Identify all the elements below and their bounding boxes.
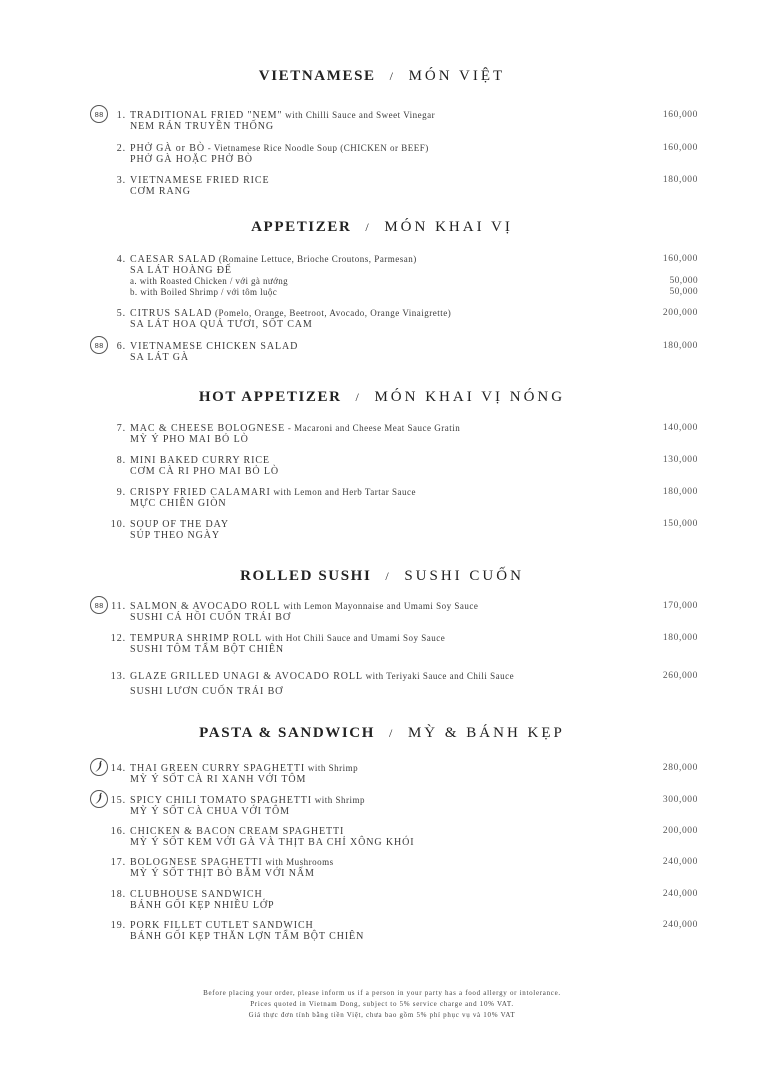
item-description: (Pomelo, Orange, Beetroot, Avocado, Orange Vinaigrette) (212, 308, 452, 318)
item-description: with Lemon Mayonnaise and Umami Soy Sauce (280, 601, 479, 611)
option-label: b. with Boiled Shrimp / với tôm luộc (130, 287, 278, 297)
item-number: 10. (110, 519, 126, 530)
item-name: SALMON & AVOCADO ROLL (130, 601, 281, 612)
item-body (130, 341, 630, 363)
item-number: 3. (116, 175, 126, 186)
item-number: 12. (110, 633, 126, 644)
item-body (130, 920, 630, 942)
item-number: 17. (110, 857, 126, 868)
item-price: 200,000 (662, 826, 698, 836)
item-name: CHICKEN & BACON CREAM SPAGHETTI (130, 826, 345, 837)
section-heading (0, 67, 764, 85)
svg-text:88: 88 (94, 111, 104, 119)
option-price: 50,000 (669, 276, 698, 286)
item-number: 8. (116, 455, 126, 466)
section-title-vi: MỲ & BÁNH KẸP (407, 725, 565, 741)
item-body (130, 633, 630, 655)
heading-separator: / (389, 69, 395, 83)
heading-separator: / (355, 390, 361, 404)
item-number: 14. (110, 763, 126, 774)
section-title-vi: MÓN KHAI VỊ NÓNG (374, 389, 566, 405)
item-number: 6. (116, 341, 126, 352)
item-number: 2. (116, 143, 126, 154)
section-heading (0, 218, 764, 236)
item-price: 180,000 (662, 341, 698, 351)
item-name: TRADITIONAL FRIED "NEM" (130, 110, 283, 121)
item-description: - Macaroni and Cheese Meat Sauce Gratin (285, 423, 461, 433)
item-option (130, 276, 698, 287)
item-name: BOLOGNESE SPAGHETTI (130, 857, 263, 868)
item-price: 240,000 (662, 889, 698, 899)
item-name-vi: SUSHI CÁ HỒI CUỐN TRÁI BƠ (130, 612, 291, 623)
item-name: SOUP OF THE DAY (130, 519, 229, 530)
item-body (130, 455, 630, 477)
item-price: 180,000 (662, 175, 698, 185)
footer-line: Prices quoted in Vietnam Dong, subject to 5% service charge and 10% VAT. (250, 1000, 514, 1008)
item-number: 7. (116, 423, 126, 434)
item-number: 19. (110, 920, 126, 931)
item-name-vi: CƠM RANG (130, 186, 191, 197)
item-description: with Mushrooms (262, 857, 334, 867)
item-body (130, 110, 630, 132)
item-name-vi: SA LÁT HOÀNG ĐẾ (130, 265, 232, 276)
section-title-en: HOT APPETIZER (198, 389, 342, 405)
item-name-vi: MỲ Ý SỐT CÀ RI XANH VỚI TÔM (130, 774, 307, 785)
item-number: 9. (116, 487, 126, 498)
item-description: with Shrimp (305, 763, 359, 773)
item-description: (Romaine Lettuce, Brioche Croutons, Parmesan) (216, 254, 417, 264)
section-title-vi: SUSHI CUỐN (404, 568, 524, 584)
item-body (130, 857, 630, 879)
heading-separator: / (389, 726, 394, 740)
heading-separator: / (385, 569, 391, 583)
item-name: TEMPURA SHRIMP ROLL (130, 633, 263, 644)
item-price: 160,000 (662, 143, 698, 153)
section-heading (0, 388, 764, 406)
item-option (130, 287, 698, 298)
item-name-vi: MỰC CHIÊN GIÒN (130, 498, 227, 509)
item-name: CRISPY FRIED CALAMARI (130, 487, 271, 498)
item-name-vi: MỲ Ý SỐT KEM VỚI GÀ VÀ THỊT BA CHỈ XÔNG KHÓI (130, 837, 415, 848)
svg-text:88: 88 (94, 342, 104, 350)
item-name-vi: BÁNH GỐI KẸP NHIỀU LỚP (130, 900, 275, 911)
section-heading (0, 567, 764, 585)
item-description: with Teriyaki Sauce and Chili Sauce (362, 671, 515, 681)
item-body (130, 601, 630, 623)
item-price: 240,000 (662, 920, 698, 930)
item-price: 280,000 (662, 763, 698, 773)
item-price: 130,000 (662, 455, 698, 465)
item-body (130, 423, 630, 445)
option-price: 50,000 (669, 287, 698, 297)
item-price: 150,000 (662, 519, 698, 529)
item-name: CLUBHOUSE SANDWICH (130, 889, 263, 900)
svg-text:88: 88 (94, 602, 104, 610)
item-name: SPICY CHILI TOMATO SPAGHETTI (130, 795, 312, 806)
item-body (130, 763, 630, 785)
item-number: 4. (116, 254, 126, 265)
item-description: with Shrimp (311, 795, 365, 805)
item-name: VIETNAMESE FRIED RICE (130, 175, 270, 186)
option-label: a. with Roasted Chicken / với gà nướng (130, 276, 289, 286)
item-price: 160,000 (662, 254, 698, 264)
footer-line: Giá thực đơn tính bằng tiền Việt, chưa bao gồm 5% phí phục vụ và 10% VAT (248, 1011, 516, 1019)
item-number: 16. (110, 826, 126, 837)
item-name: PHỞ GÀ or BÒ (130, 143, 205, 154)
item-name-vi: SUSHI TÔM TẨM BỘT CHIÊN (130, 644, 285, 655)
section-title-en: PASTA & SANDWICH (199, 725, 376, 741)
item-name-vi: SUSHI LƯƠN CUỐN TRÁI BƠ (130, 686, 284, 697)
item-body (130, 826, 630, 848)
item-number: 18. (110, 889, 126, 900)
item-name: VIETNAMESE CHICKEN SALAD (130, 341, 299, 352)
item-price: 200,000 (662, 308, 698, 318)
item-description: with Chilli Sauce and Sweet Vinegar (282, 110, 436, 120)
item-name-vi: MỲ Ý SỐT CÀ CHUA VỚI TÔM (130, 806, 290, 817)
item-name-vi: SÚP THEO NGÀY (130, 530, 221, 541)
section-title-en: ROLLED SUSHI (240, 568, 372, 584)
item-name: MINI BAKED CURRY RICE (130, 455, 270, 466)
item-description: with Lemon and Herb Tartar Sauce (270, 487, 416, 497)
section-title-en: APPETIZER (251, 219, 352, 235)
item-name-vi: MỲ Ý SỐT THỊT BÒ BẰM VỚI NẤM (130, 868, 315, 879)
item-number: 13. (110, 671, 126, 682)
item-number: 1. (116, 110, 126, 121)
item-name: PORK FILLET CUTLET SANDWICH (130, 920, 314, 931)
item-price: 170,000 (662, 601, 698, 611)
item-description: with Hot Chili Sauce and Umami Soy Sauce (262, 633, 446, 643)
item-price: 260,000 (662, 671, 698, 681)
item-name-vi: SA LÁT HOA QUẢ TƯƠI, SỐT CAM (130, 319, 313, 330)
item-number: 5. (116, 308, 126, 319)
item-number: 15. (110, 795, 126, 806)
item-name-vi: BÁNH GỐI KẸP THĂN LỢN TẨM BỘT CHIÊN (130, 931, 365, 942)
item-body (130, 308, 630, 330)
item-body (130, 519, 630, 541)
item-price: 240,000 (662, 857, 698, 867)
item-body (130, 487, 630, 509)
item-name: GLAZE GRILLED UNAGI & AVOCADO ROLL (130, 671, 363, 682)
item-name-vi: NEM RÁN TRUYỀN THỐNG (130, 121, 275, 132)
item-name-vi: CƠM CÀ RI PHO MAI BỎ LÒ (130, 466, 280, 477)
item-body (130, 143, 630, 165)
item-description: - Vietnamese Rice Noodle Soup (CHICKEN or BEEF) (204, 143, 429, 153)
item-body (130, 175, 630, 197)
item-name-vi: PHỞ GÀ HOẶC PHỞ BÒ (130, 154, 253, 165)
item-name-vi: MỲ Ý PHO MAI BỎ LÒ (130, 434, 249, 445)
item-body (130, 795, 630, 817)
footer-line: Before placing your order, please inform us if a person in your party has a food allergy or intolerance. (203, 989, 561, 997)
section-title-en: VIETNAMESE (258, 68, 376, 84)
item-name: CITRUS SALAD (130, 308, 213, 319)
item-price: 180,000 (662, 487, 698, 497)
section-title-vi: MÓN VIỆT (408, 68, 506, 84)
item-name: MAC & CHEESE BOLOGNESE (130, 423, 286, 434)
item-name: THAI GREEN CURRY SPAGHETTI (130, 763, 306, 774)
item-number: 11. (111, 601, 126, 612)
section-heading (0, 724, 764, 742)
item-body (130, 254, 630, 276)
item-price: 180,000 (662, 633, 698, 643)
item-body (130, 889, 630, 911)
heading-separator: / (365, 220, 371, 234)
section-title-vi: MÓN KHAI VỊ (384, 219, 513, 235)
item-name: CAESAR SALAD (130, 254, 217, 265)
item-body (130, 671, 630, 697)
item-price: 140,000 (662, 423, 698, 433)
item-name-vi: SA LÁT GÀ (130, 352, 190, 363)
item-price: 160,000 (662, 110, 698, 120)
item-price: 300,000 (662, 795, 698, 805)
